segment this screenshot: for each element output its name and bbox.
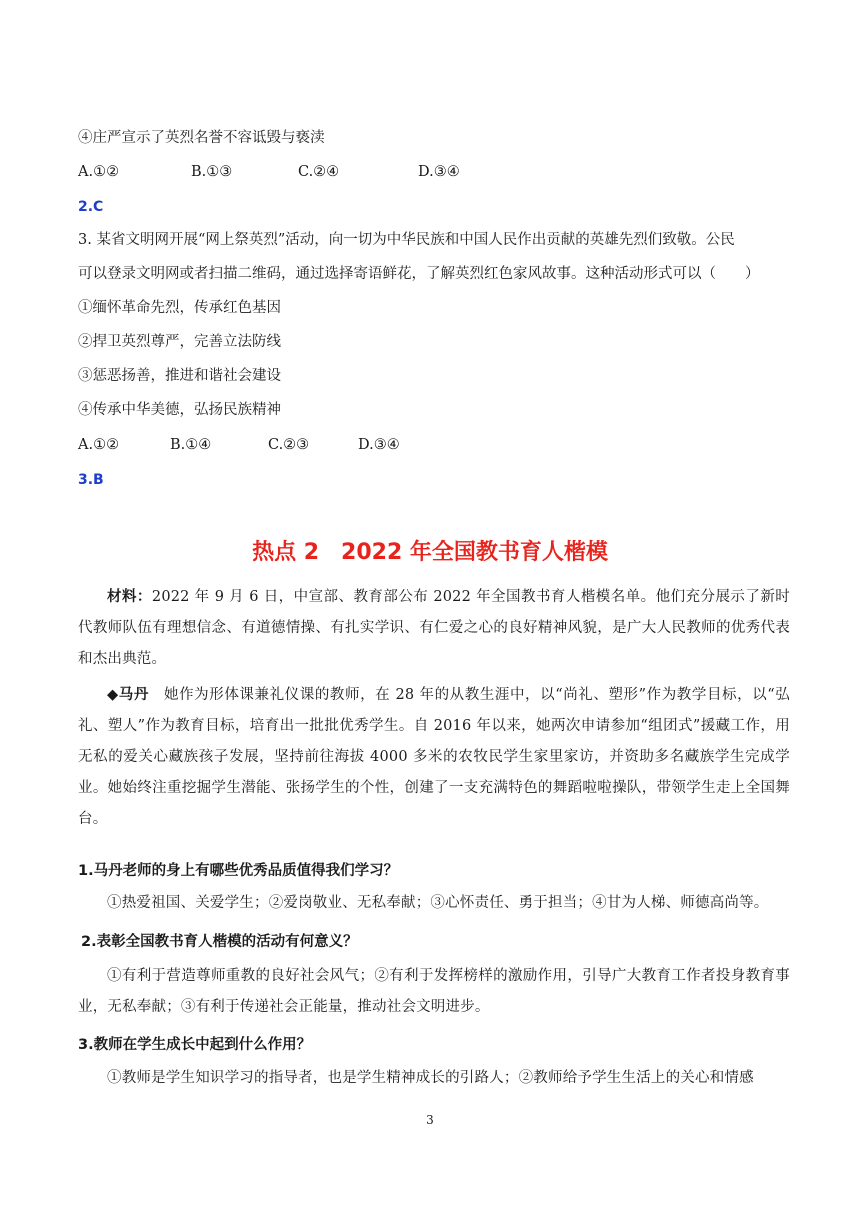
q2-option-c: C.②④ [298, 164, 340, 180]
q3-option-c: C.②③ [268, 437, 310, 453]
answer-2: ①有利于营造尊师重教的良好社会风气；②有利于发挥榜样的激励作用，引导广大教育工作者投身教育事业，无私奉献；③有利于传递社会正能量，推动社会文明进步。 [78, 968, 790, 1015]
q3-option-d: D.③④ [358, 437, 400, 453]
material-label: 材料： [107, 589, 152, 605]
q2-statement-4: ④庄严宣示了英烈名誉不容诋毁与亵渎 [78, 130, 325, 146]
section-heading: 热点 2 2022 年全国教书育人楷模 [252, 540, 608, 565]
q2-option-d: D.③④ [418, 164, 460, 180]
q3-stem-line-2: 可以登录文明网或者扫描二维码，通过选择寄语鲜花，了解英烈红色家风故事。这种活动形式可以（ ） [78, 266, 760, 282]
q3-option-a: A.①② [78, 437, 120, 453]
material-paragraph [78, 582, 790, 675]
question-1: 1.马丹老师的身上有哪些优秀品质值得我们学习？ [78, 863, 399, 879]
q3-statement-2: ②捍卫英烈尊严，完善立法防线 [78, 334, 281, 350]
q2-option-a: A.①② [78, 164, 120, 180]
q3-answer: 3.B [78, 472, 104, 488]
answer-3: ①教师是学生知识学习的指导者，也是学生精神成长的引路人；②教师给予学生生活上的关心和情感 [107, 1070, 754, 1086]
question-3: 3.教师在学生成长中起到什么作用？ [78, 1037, 312, 1053]
material-text: 2022 年 9 月 6 日，中宣部、教育部公布 2022 年全国教书育人楷模名单。他们充分展示了新时代教师队伍有理想信念、有道德情操、有扎实学识、有仁爱之心的良好精神风貌，是广大人民教师的优秀代表和杰出典范。 [78, 589, 790, 667]
profile-text: 她作为形体课兼礼仪课的教师，在 28 年的从教生涯中，以“尚礼、塑形”作为教学目标，以“弘礼、塑人”作为教育目标，培育出一批批优秀学生。自 2016 年以来，她两次申请参加“组团式”援藏工作，用无私的爱关心藏族孩子发展，坚持前往海拔 4000 多米的农牧民学生家里家访，并资助多名藏族学生完成学业。她始终注重挖掘学生潜能、张扬学生的个性，创建了一支充满特色的舞蹈啦啦操队，带领学生走上全国舞台。 [78, 687, 790, 827]
question-2: 2.表彰全国教书育人楷模的活动有何意义？ [81, 934, 358, 950]
q2-option-b: B.①③ [191, 164, 233, 180]
page-number: 3 [426, 1113, 434, 1127]
q3-stem-line-1: 3. 某省文明网开展“网上祭英烈”活动，向一切为中华民族和中国人民作出贡献的英雄先烈们致敬。公民 [78, 232, 735, 248]
q3-statement-4: ④传承中华美德，弘扬民族精神 [78, 402, 281, 418]
answer-1: ①热爱祖国、关爱学生；②爱岗敬业、无私奉献；③心怀责任、勇于担当；④甘为人梯、师德高尚等。 [107, 895, 769, 911]
profile-paragraph [78, 680, 790, 835]
q3-statement-3: ③惩恶扬善，推进和谐社会建设 [78, 368, 281, 384]
q2-answer: 2.C [78, 199, 104, 215]
profile-name: ◆马丹 [107, 687, 149, 703]
q3-statement-1: ①缅怀革命先烈，传承红色基因 [78, 300, 281, 316]
q3-option-b: B.①④ [170, 437, 212, 453]
